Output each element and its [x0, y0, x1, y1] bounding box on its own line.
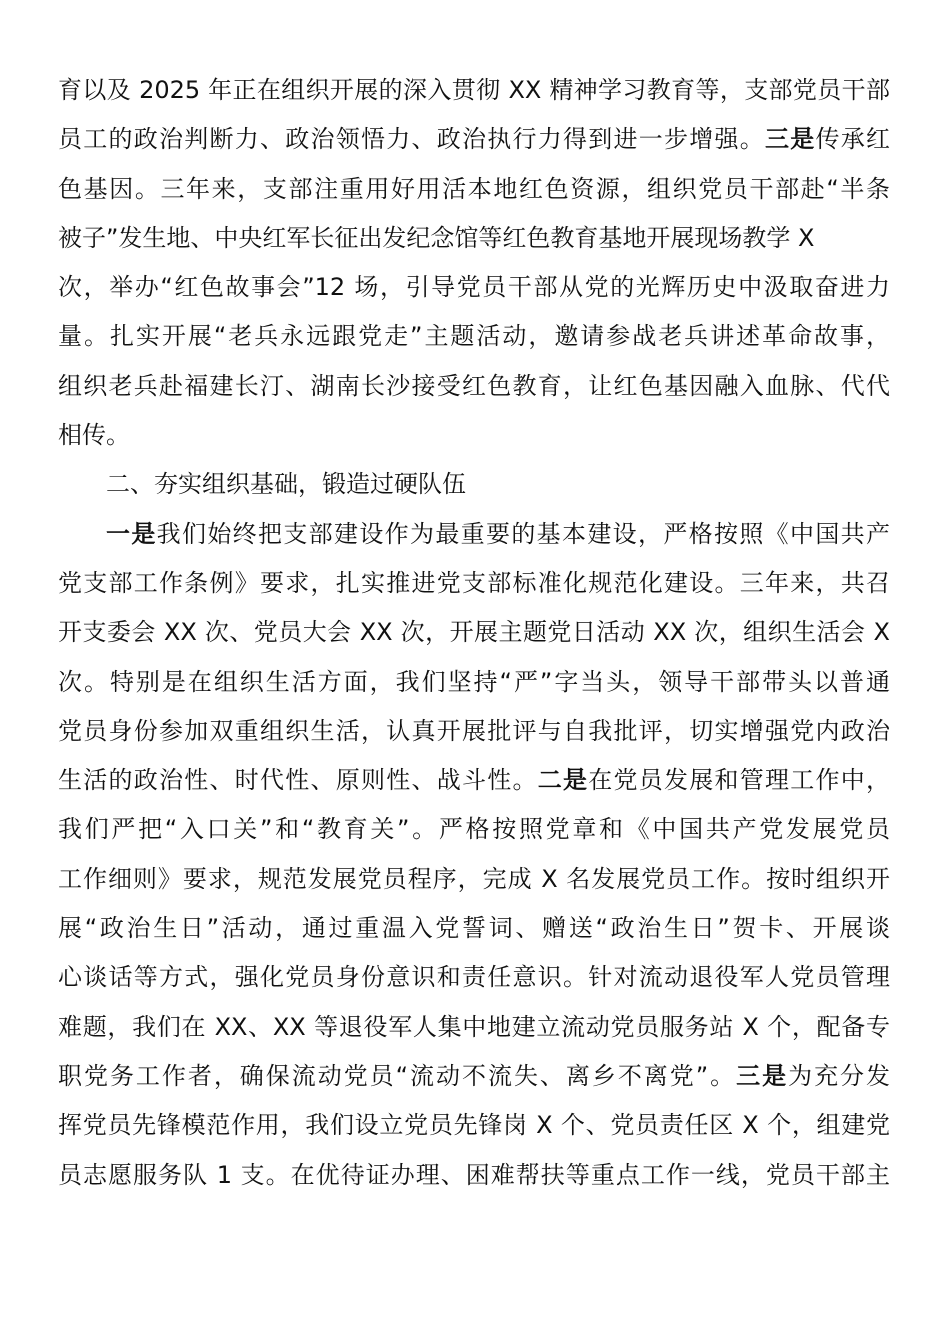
text-line: 被子”发生地、中央红军长征出发纪念馆等红色教育基地开展现场教学 X: [58, 223, 815, 252]
bold-marker: 二是: [537, 766, 589, 795]
text-line: 量。扎实开展“老兵永远跟党走”主题活动，邀请参战老兵讲述革命故事，: [58, 322, 890, 351]
paragraph-organization: [58, 510, 890, 1200]
text-line: 工作细则》要求，规范发展党员程序，完成 X 名发展党员工作。按时组织开: [58, 864, 890, 893]
text-line: 职党务工作者，确保流动党员“流动不流失、离乡不离党”。三是为充分发: [58, 1061, 891, 1090]
section-heading: [58, 460, 890, 509]
text-line: 相传。: [58, 421, 130, 450]
text-line: 色基因。三年来，支部注重用好用活本地红色资源，组织党员干部赴“半条: [58, 174, 890, 203]
text-line: 组织老兵赴福建长汀、湖南长沙接受红色教育，让红色基因融入血脉、代代: [58, 371, 890, 400]
bold-marker: 三是: [736, 1061, 789, 1090]
paragraph-red-gene: [58, 66, 890, 460]
text-line: 党员身份参加双重组织生活，认真开展批评与自我批评，切实增强党内政治: [58, 716, 890, 745]
text-line: 开支委会 XX 次、党员大会 XX 次，开展主题党日活动 XX 次，组织生活会 X: [58, 618, 890, 647]
text-line: 心谈话等方式，强化党员身份意识和责任意识。针对流动退役军人党员管理: [58, 963, 890, 992]
text-line: 次，举办“红色故事会”12 场，引导党员干部从党的光辉历史中汲取奋进力: [58, 273, 890, 302]
text-line: 生活的政治性、时代性、原则性、战斗性。二是在党员发展和管理工作中，: [58, 766, 890, 795]
text-line: 员志愿服务队 1 支。在优待证办理、困难帮扶等重点工作一线，党员干部主: [58, 1160, 890, 1189]
text-line: 展“政治生日”活动，通过重温入党誓词、赠送“政治生日”贺卡、开展谈: [58, 914, 890, 943]
text-line: 难题，我们在 XX、XX 等退役军人集中地建立流动党员服务站 X 个，配备专: [58, 1012, 890, 1041]
text-line: 一是我们始终把支部建设作为最重要的基本建设，严格按照《中国共产: [106, 519, 891, 548]
bold-marker: 三是: [765, 125, 816, 154]
document-page: [58, 66, 890, 1200]
heading-line: 二、夯实组织基础，锻造过硬队伍: [106, 470, 466, 499]
text-line: 育以及 2025 年正在组织开展的深入贯彻 XX 精神学习教育等，支部党员干部: [58, 76, 890, 104]
text-line: 次。特别是在组织生活方面，我们坚持“严”字当头，领导干部带头以普通: [58, 667, 890, 696]
text-line: 党支部工作条例》要求，扎实推进党支部标准化规范化建设。三年来，共召: [58, 568, 890, 597]
bold-marker: 一是: [106, 519, 157, 548]
text-line: 我们严把“入口关”和“教育关”。严格按照党章和《中国共产党发展党员: [58, 815, 890, 844]
text-line: 员工的政治判断力、政治领悟力、政治执行力得到进一步增强。三是传承红: [58, 125, 890, 154]
text-line: 挥党员先锋模范作用，我们设立党员先锋岗 X 个、党员责任区 X 个，组建党: [58, 1111, 890, 1140]
